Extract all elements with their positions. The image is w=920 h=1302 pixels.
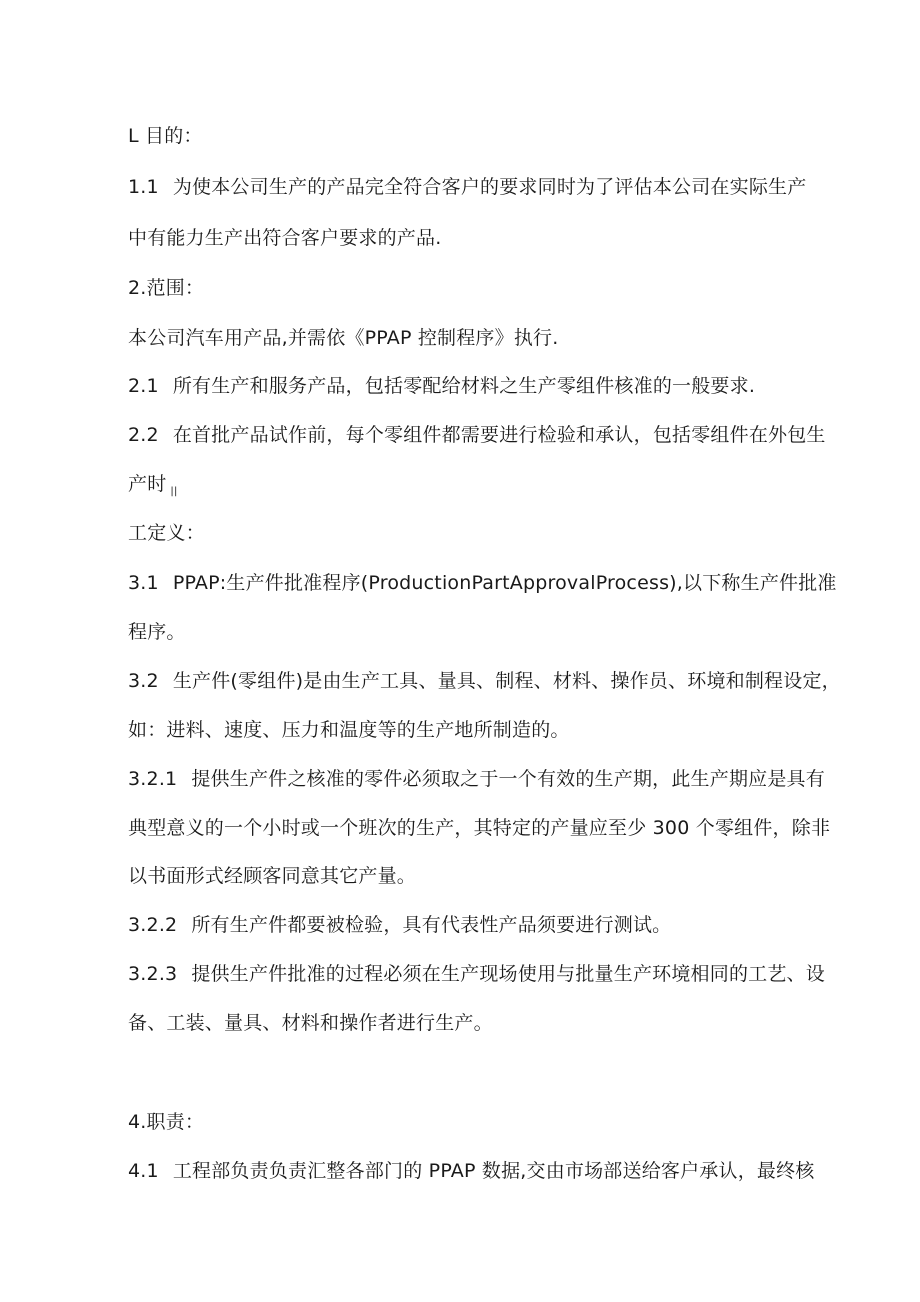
- section-number: 3.2: [128, 670, 159, 692]
- paragraph-2-1: 2.1 所有生产和服务产品，包括零配给材料之生产零组件核准的一般要求.: [128, 375, 756, 397]
- paragraph-4-1: 4.1 工程部负责负责汇整各部门的 PPAP 数据,交由市场部送给客户承认，最终核: [128, 1160, 815, 1182]
- paragraph-line: 程序。: [128, 621, 186, 643]
- section-number: 4.1: [128, 1160, 159, 1182]
- section-number: 3.2.1: [128, 768, 178, 790]
- section-number: 3.1: [128, 572, 159, 594]
- paragraph-line: 如：进料、速度、压力和温度等的生产地所制造的。: [128, 719, 570, 741]
- paragraph-line: 典型意义的一个小时或一个班次的生产，其特定的产量应至少 300 个零组件，除非: [128, 817, 831, 839]
- paragraph-3-2-2: 3.2.2 所有生产件都要被检验，具有代表性产品须要进行测试。: [128, 914, 672, 936]
- heading-scope: 2.范围：: [128, 277, 205, 299]
- paragraph-3-2-3: 3.2.3 提供生产件批准的过程必须在生产现场使用与批量生产环境相同的工艺、设: [128, 963, 825, 985]
- paragraph-scope: 本公司汽车用产品,并需依《PPAP 控制程序》执行.: [128, 327, 559, 349]
- paragraph-3-2-1: 3.2.1 提供生产件之核准的零件必须取之于一个有效的生产期，此生产期应是具有: [128, 768, 825, 790]
- paragraph-3-2: 3.2 生产件(零组件)是由生产工具、量具、制程、材料、操作员、环境和制程设定，: [128, 670, 841, 692]
- section-number: 2.1: [128, 375, 159, 397]
- paragraph-line: 产时 $_{||}$: [128, 473, 178, 497]
- section-number: 3.2.3: [128, 963, 178, 985]
- heading-definitions: 工定义：: [128, 522, 205, 544]
- heading-purpose: L 目的：: [128, 125, 203, 147]
- paragraph-3-1: 3.1 PPAP:生产件批准程序(ProductionPartApprovalProcess),以下称生产件批准: [128, 572, 837, 594]
- section-number: 3.2.2: [128, 914, 178, 936]
- heading-responsibilities: 4.职责：: [128, 1111, 205, 1133]
- section-number: 2.2: [128, 424, 159, 446]
- paragraph-line: 备、工装、量具、材料和操作者进行生产。: [128, 1012, 493, 1034]
- paragraph-line: 中有能力生产出符合客户要求的产品.: [128, 227, 442, 249]
- section-number: 1.1: [128, 176, 159, 198]
- paragraph-1-1: 1.1 为使本公司生产的产品完全符合客户的要求同时为了评估本公司在实际生产: [128, 176, 807, 198]
- paragraph-line: 以书面形式经顾客同意其它产量。: [128, 865, 417, 887]
- paragraph-2-2: 2.2 在首批产品试作前，每个零组件都需要进行检验和承认，包括零组件在外包生: [128, 424, 826, 446]
